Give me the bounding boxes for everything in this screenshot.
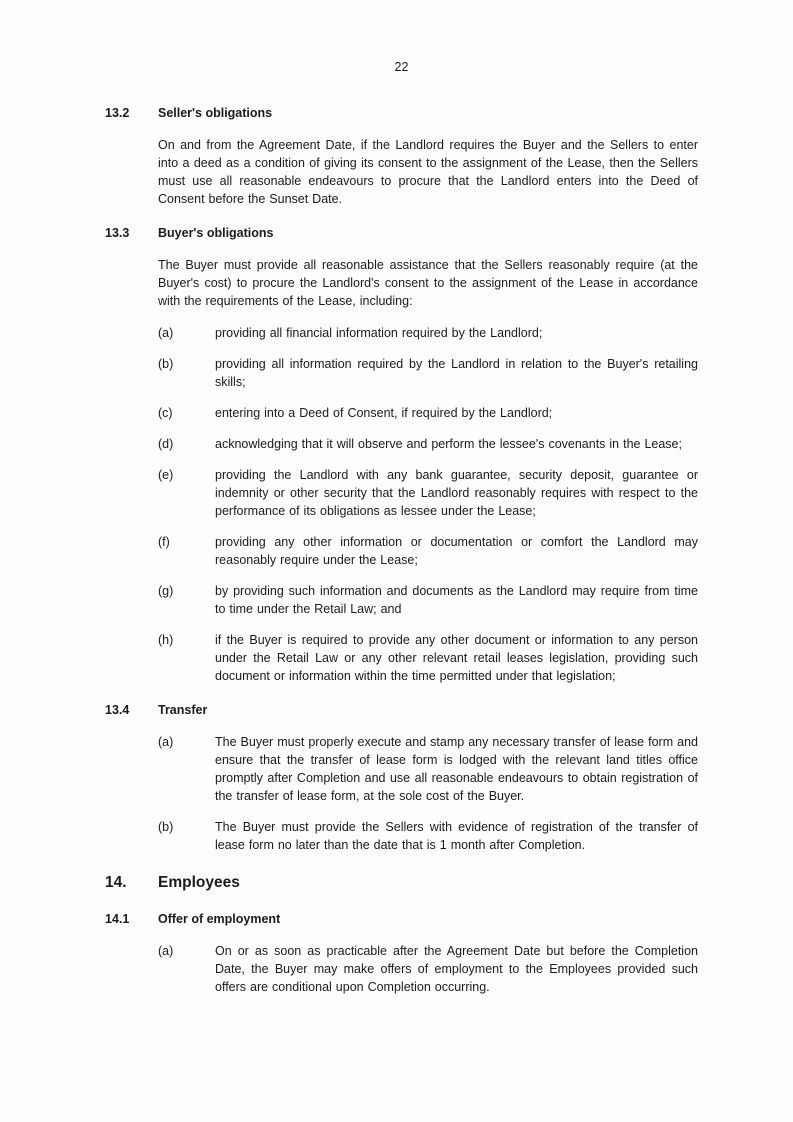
chapter-number: 14. <box>105 874 127 891</box>
list-item <box>158 631 698 685</box>
page-number: 22 <box>394 60 409 74</box>
section-13-3 <box>105 224 698 685</box>
list-item-label: (d) <box>158 437 174 451</box>
section-heading <box>105 910 698 928</box>
list-item <box>158 466 698 520</box>
list-item-label: (e) <box>158 468 174 482</box>
section-heading <box>105 224 698 242</box>
section-body <box>158 136 698 208</box>
list-item-label: (h) <box>158 633 174 647</box>
section-number: 13.3 <box>105 226 130 240</box>
list-item-label: (c) <box>158 406 173 420</box>
section-title: Buyer's obligations <box>158 226 274 240</box>
section-title: Offer of employment <box>158 912 281 926</box>
list-item <box>158 818 698 854</box>
list-item <box>158 435 698 453</box>
list-item <box>158 404 698 422</box>
section-heading <box>105 701 698 719</box>
list-item-label: (a) <box>158 735 174 749</box>
list-item <box>158 582 698 618</box>
list-item-text: entering into a Deed of Consent, if required by the Landlord; <box>215 406 553 420</box>
chapter-title: Employees <box>158 874 240 891</box>
section-heading <box>105 104 698 122</box>
list-item-text: by providing such information and documents as the Landlord may require from time to time under the Retail Law; and <box>215 584 698 616</box>
list-item-label: (f) <box>158 535 170 549</box>
list-item-text: The Buyer must properly execute and stamp any necessary transfer of lease form and ensure that the transfer of lease form is lodged with the relevant land titles office promptly after Completion and use all reasonable endeavours to obtain registration of the transfer of lease form, at the sole cost of the Buyer. <box>215 735 698 803</box>
section-14 <box>105 872 698 894</box>
section-14-1 <box>105 910 698 996</box>
section-title: Seller's obligations <box>158 106 273 120</box>
section-number: 13.2 <box>105 106 130 120</box>
list-item-label: (b) <box>158 820 174 834</box>
paragraph: The Buyer must provide all reasonable assistance that the Sellers reasonably require (at the Buyer's cost) to procure the Landlord's consent to the assignment of the Lease in accordance with the requirements of the Lease, including: <box>158 258 698 308</box>
section-13-4 <box>105 701 698 854</box>
list-item-text: if the Buyer is required to provide any other document or information to any person under the Retail Law or any other relevant retail leases legislation, providing such document or information within the time permitted under that legislation; <box>215 633 698 683</box>
list-item <box>158 942 698 996</box>
list-item-text: providing all financial information required by the Landlord; <box>215 326 543 340</box>
section-body <box>158 942 698 996</box>
list-item-text: providing any other information or documentation or comfort the Landlord may reasonably require under the Lease; <box>215 535 698 567</box>
list-item <box>158 355 698 391</box>
list-item-text: providing the Landlord with any bank guarantee, security deposit, guarantee or indemnity or other security that the Landlord reasonably requires with respect to the performance of its obligations as lessee under the Lease; <box>215 468 698 518</box>
list-item-text: providing all information required by the Landlord in relation to the Buyer's retailing skills; <box>215 357 698 389</box>
list-item-text: The Buyer must provide the Sellers with evidence of registration of the transfer of lease form no later than the date that is 1 month after Completion. <box>215 820 698 852</box>
section-title: Transfer <box>158 703 208 717</box>
list-item-label: (a) <box>158 326 174 340</box>
list-item-text: On or as soon as practicable after the Agreement Date but before the Completion Date, the Buyer may make offers of employment to the Employees provided such offers are conditional upon Completion occurring. <box>215 944 698 994</box>
list-item <box>158 533 698 569</box>
section-number: 14.1 <box>105 912 130 926</box>
list-item <box>158 324 698 342</box>
list-item-label: (b) <box>158 357 174 371</box>
section-number: 13.4 <box>105 703 130 717</box>
list-item-text: acknowledging that it will observe and perform the lessee's covenants in the Lease; <box>215 437 682 451</box>
section-body <box>158 256 698 685</box>
paragraph: On and from the Agreement Date, if the Landlord requires the Buyer and the Sellers to enter into a deed as a condition of giving its consent to the assignment of the Lease, then the Sellers must use all reasonable endeavours to procure that the Landlord enters into the Deed of Consent before the Sunset Date. <box>158 138 698 206</box>
chapter-heading <box>105 872 698 894</box>
section-body <box>158 733 698 854</box>
list-item-label: (g) <box>158 584 174 598</box>
list-item <box>158 733 698 805</box>
section-13-2 <box>105 104 698 208</box>
list-item-label: (a) <box>158 944 174 958</box>
